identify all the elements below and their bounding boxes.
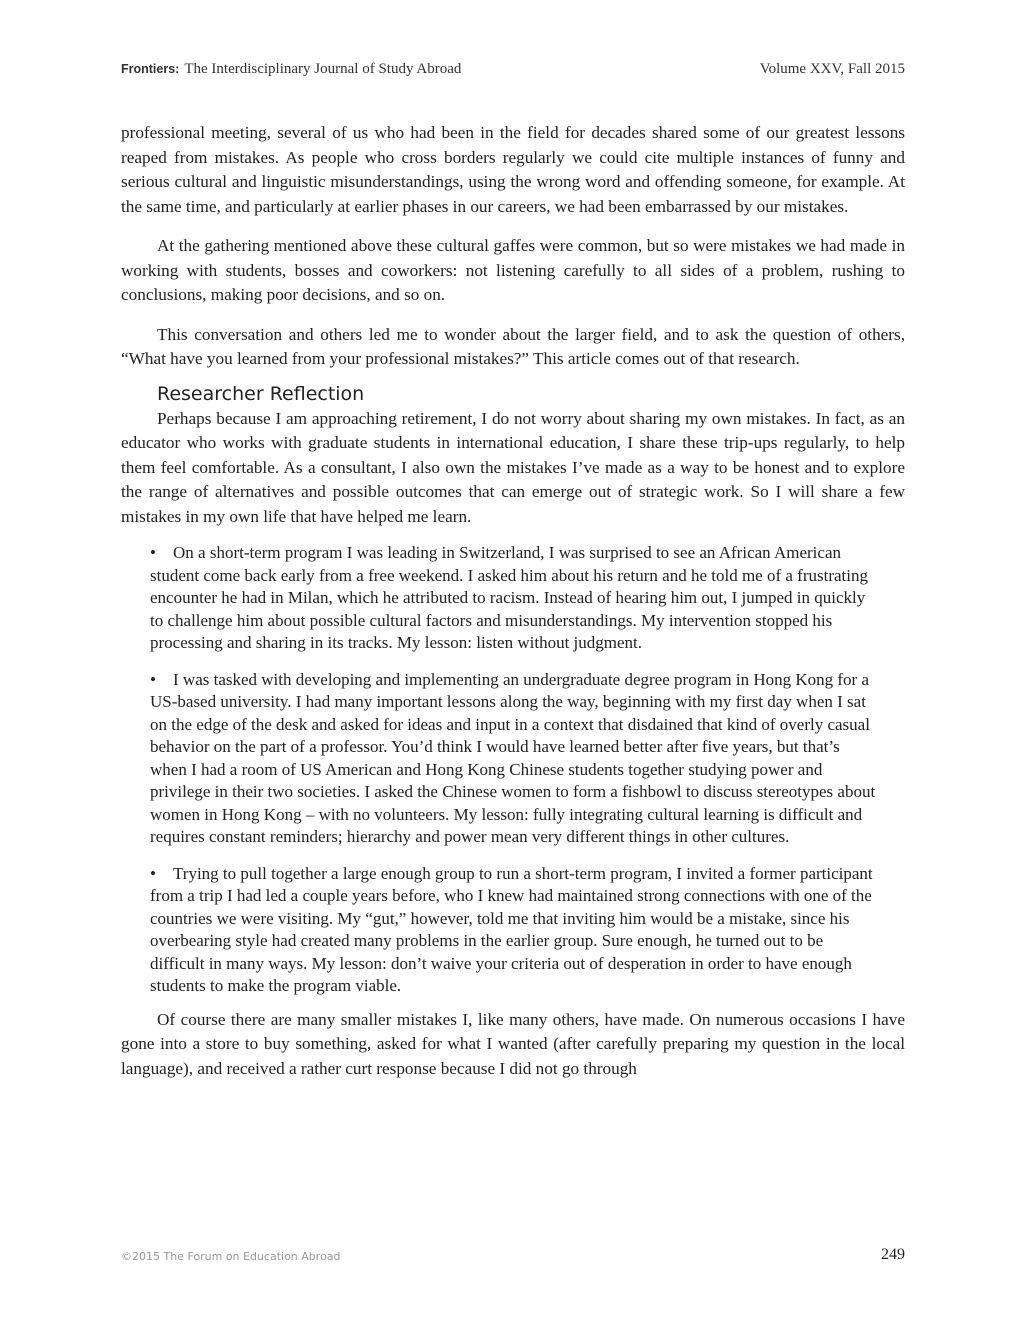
- running-header: [121, 61, 905, 81]
- mistakes-list: [121, 542, 905, 998]
- paragraph-continued: professional meeting, several of us who had been in the field for decades shared some of our greatest lessons reaped from mistakes. As people who cross borders regularly we could cite multiple instances of funny and serious cultural and linguistic misunderstandings, using the wrong word and offending someone, for example. At the same time, and particularly at earlier phases in our careers, we had been embarrassed by our mistakes.: [121, 123, 905, 216]
- bullet-icon: •: [150, 543, 156, 562]
- list-item: [150, 669, 880, 849]
- list-item-text: I was tasked with developing and implementing an undergraduate degree program in Hong Kong for a US-based university. I had many important lessons along the way, beginning with my first day when I sat on the edge of the desk and asked for ideas and input in a context that disdained that kind of overly casual behavior on the part of a professor. You’d think I would have learned better after five years, but that’s when I had a room of US American and Hong Kong Chinese students together studying power and privilege in their two societies. I asked the Chinese women to form a fishbowl to discuss stereotypes about women in Hong Kong – with no volunteers. My lesson: fully integrating cultural learning is difficult and requires constant reminders; hierarchy and power mean very different things in other cultures.: [150, 669, 876, 846]
- list-item-text: Trying to pull together a large enough group to run a short-term program, I invited a former participant from a trip I had led a couple years before, who I knew had maintained strong connections with one of the countries we were visiting. My “gut,” however, told me that inviting him would be a mistake, since his overbearing style had created many problems in the earlier group. Sure enough, he turned out to be difficult in many ways. My lesson: don’t waive your criteria out of desperation in order to have enough students to make the program viable.: [150, 863, 873, 995]
- journal-title: [121, 61, 461, 78]
- bullet-icon: •: [150, 669, 156, 689]
- bullet-icon: •: [150, 863, 156, 883]
- article-body: [121, 121, 905, 1096]
- paragraph-gathering: At the gathering mentioned above these cultural gaffes were common, but so were mistakes we had made in working with students, bosses and coworkers: not listening carefully to all sides of a problem, rushing to conclusions, making poor decisions, and so on.: [121, 236, 905, 304]
- paragraph-smaller-mistakes: Of course there are many smaller mistakes I, like many others, have made. On numerous occasions I have gone into a store to buy something, asked for what I wanted (after carefully preparing my question in the local language), and received a rather curt response because I did not go through: [121, 1009, 905, 1078]
- list-item-text: On a short-term program I was leading in Switzerland, I was surprised to see an African American student come back early from a free weekend. I asked him about his return and he told me of a frustrating encounter he had in Milan, which he attributed to racism. Instead of hearing him out, I jumped in quickly to challenge him about possible cultural factors and misunderstandings. My intervention stopped his processing and sharing in its tracks. My lesson: listen without judgment.: [150, 543, 868, 652]
- page-number: 249: [881, 1246, 905, 1263]
- volume-info: Volume XXV, Fall 2015: [759, 61, 905, 77]
- paragraph-reflection: Perhaps because I am approaching retirement, I do not worry about sharing my own mistakes. In fact, as an educator who works with graduate students in international education, I share these trip-ups regularly, to help them feel comfortable. As a consultant, I also own the mistakes I’ve made as a way to be honest and to explore the range of alternatives and possible outcomes that can emerge out of strategic work. So I will share a few mistakes in my own life that have helped me learn.: [121, 408, 905, 526]
- copyright-footer: ©2015 The Forum on Education Abroad: [121, 1250, 341, 1263]
- journal-name-bold: Frontiers:: [121, 62, 180, 76]
- list-item: [150, 542, 880, 655]
- paragraph-conversation: This conversation and others led me to wonder about the larger field, and to ask the question of others, “What have you learned from your professional mistakes?” This article comes out of that research.: [121, 324, 905, 368]
- section-heading: Researcher Reflection: [157, 382, 365, 405]
- journal-subtitle: The Interdisciplinary Journal of Study Abroad: [184, 61, 462, 77]
- list-item: [150, 863, 880, 998]
